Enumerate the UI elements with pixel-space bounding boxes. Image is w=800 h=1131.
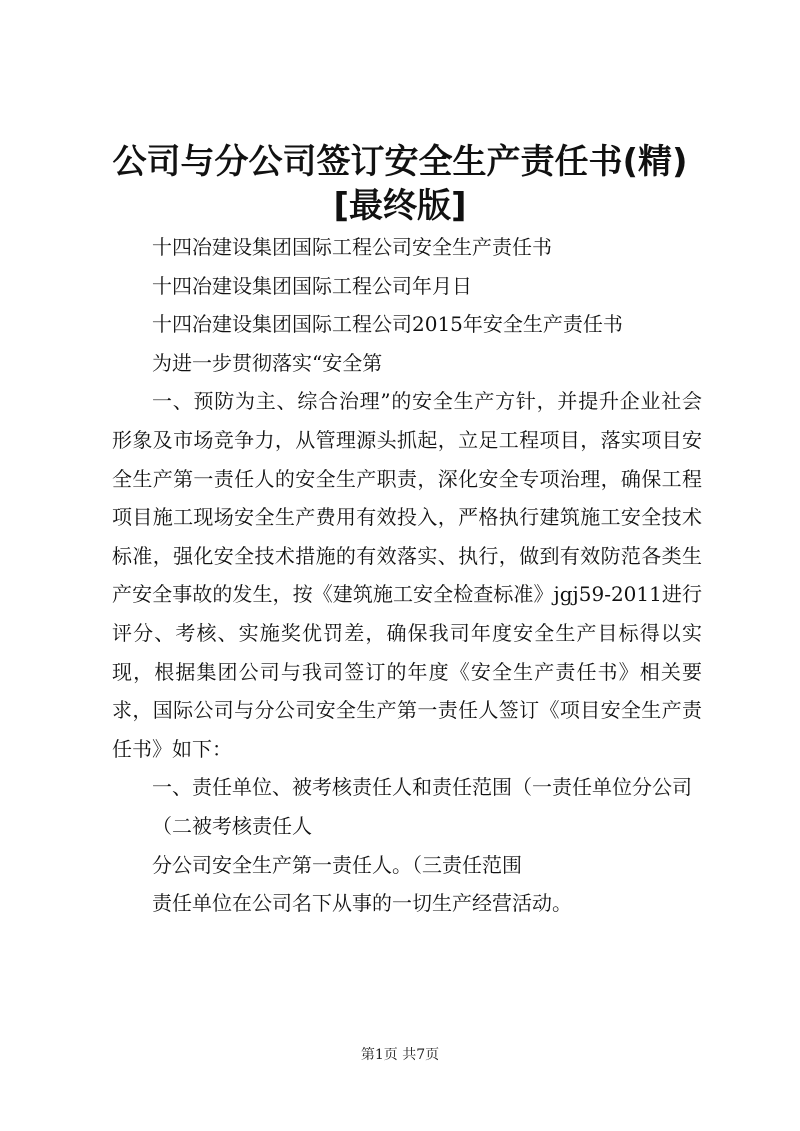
paragraph-4: 为进一步贯彻落实“安全第	[152, 350, 383, 375]
paragraph-1: 十四冶建设集团国际工程公司安全生产责任书	[152, 235, 552, 259]
document-body	[112, 228, 702, 923]
paragraph-6: 一、责任单位、被考核责任人和责任范围（一责任单位分公司	[152, 775, 692, 800]
paragraph-9: 责任单位在公司名下从事的一切生产经营活动。	[152, 891, 572, 916]
paragraph-2: 十四冶建设集团国际工程公司年月日	[152, 273, 472, 298]
page-footer: 第1页 共7页	[360, 1047, 440, 1063]
paragraph-8: 分公司安全生产第一责任人。（三责任范围	[152, 852, 522, 877]
paragraph-3: 十四冶建设集团国际工程公司2015年安全生产责任书	[152, 312, 623, 337]
document-title: 公司与分公司签订安全生产责任书(精)[最终版]	[112, 142, 688, 226]
paragraph-5: 一、预防为主、综合治理”的安全生产方针，并提升企业社会形象及市场竞争力，从管理源头抓起，立足工程项目，落实项目安全生产第一责任人的安全生产职责，深化安全专项治理，确保工程项目施工现场安全生产费用有效投入，严格执行建筑施工安全技术标准，强化安全技术措施的有效落实、执行，做到有效防范各类生产安全事故的发生，按《建筑施工安全检查标准》jgj59-2011进行评分、考核、实施奖优罚差，确保我司年度安全生产目标得以实现，根据集团公司与我司签订的年度《安全生产责任书》相关要求，国际公司与分公司安全生产第一责任人签订《项目安全生产责任书》如下：	[112, 389, 702, 761]
paragraph-7: （二被考核责任人	[152, 813, 312, 838]
